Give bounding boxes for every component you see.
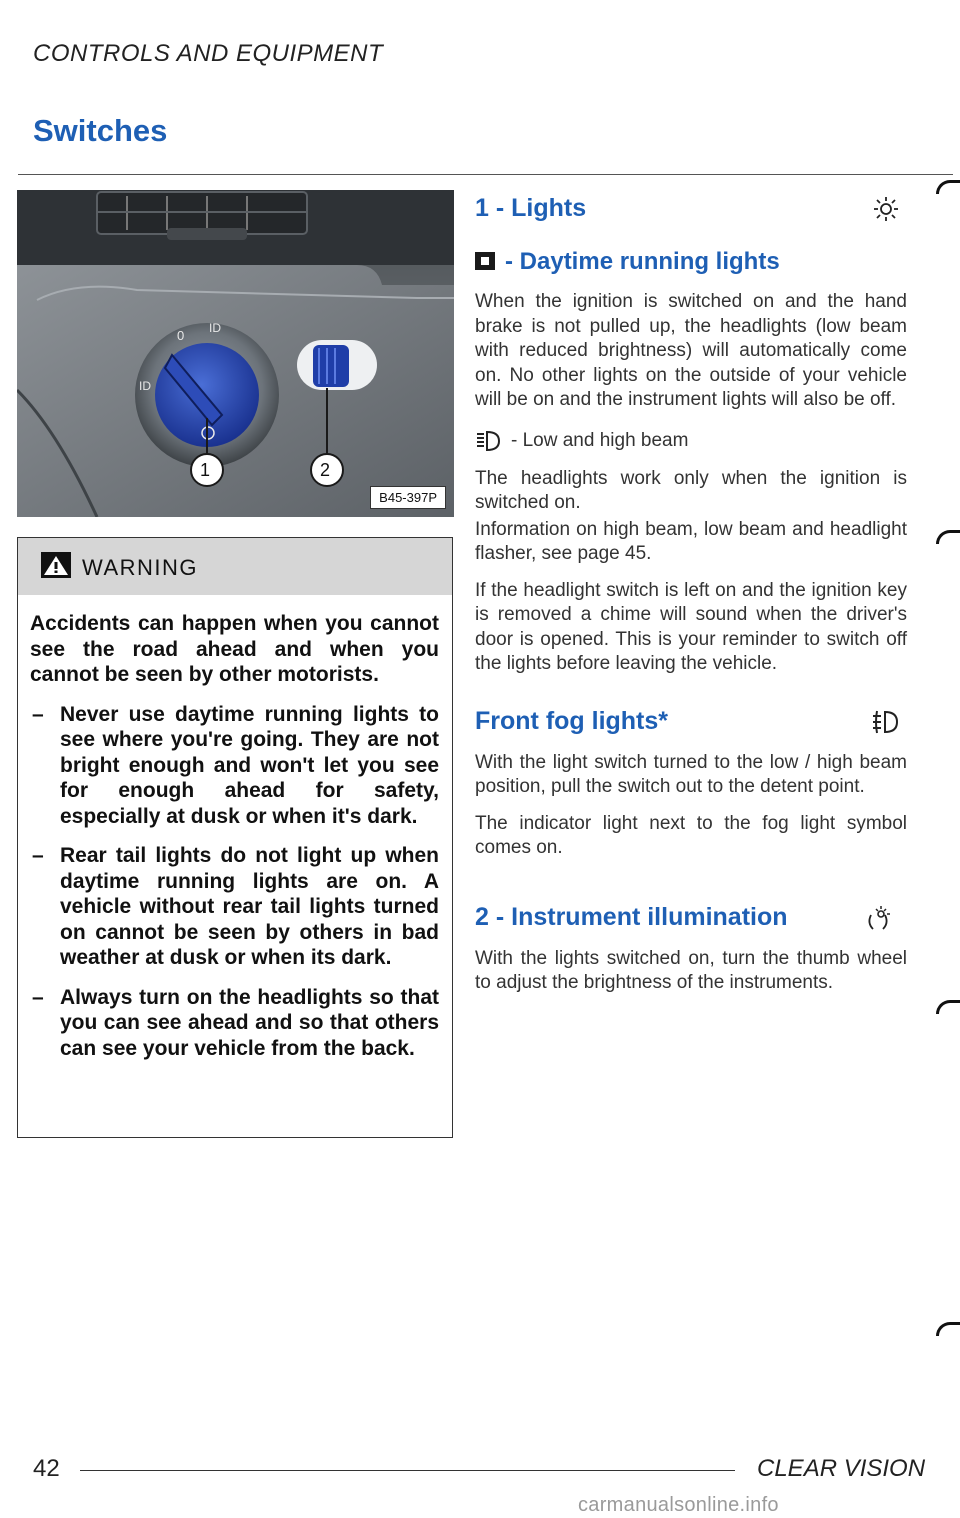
svg-text:ID: ID bbox=[139, 379, 151, 393]
footer-divider bbox=[80, 1470, 735, 1471]
footer-brand: CLEAR VISION bbox=[757, 1455, 926, 1482]
fog-heading bbox=[475, 707, 907, 741]
warning-item: – Never use daytime running lights to see where you're going. They are not bright enough and won't let you see for enough ahead for safety, especially at dusk or when it's dark. bbox=[30, 702, 439, 830]
fog-text-1: With the light switch turned to the low / high beam position, pull the switch out to the detent point. bbox=[475, 751, 907, 797]
instrument-heading bbox=[475, 903, 907, 937]
beam-text-1: The headlights work only when the ignition is switched on. bbox=[475, 467, 907, 513]
instrument-illumination-icon bbox=[863, 905, 893, 940]
warning-item: – Always turn on the headlights so that you can see ahead and so that others can see your vehicle from the back. bbox=[30, 985, 439, 1062]
callout-1: 1 bbox=[200, 460, 211, 480]
low-high-beam-icon bbox=[475, 429, 501, 453]
instrument-heading-text: 2 - Instrument illumination bbox=[475, 902, 788, 931]
warning-header bbox=[18, 538, 452, 595]
crop-mark bbox=[936, 180, 960, 194]
svg-text:0: 0 bbox=[177, 328, 185, 343]
dashboard-illustration bbox=[17, 190, 454, 517]
page-title: Switches bbox=[33, 113, 168, 148]
drl-text: When the ignition is switched on and the hand brake is not pulled up, the headlights (low beam with reduced brightness) will automatically come on. No other lights on the outside of your vehicle will be on and the instrument lights will also be off. bbox=[475, 291, 907, 410]
lights-heading-text: 1 - Lights bbox=[475, 194, 587, 222]
warning-item: – Rear tail lights do not light up when daytime running lights are on. A vehicle without rear tail lights turned on cannot be seen by others in bad weather at dusk or when its dark. bbox=[30, 843, 439, 971]
beam-text-2: Information on high beam, low beam and headlight flasher, see page 45. bbox=[475, 518, 907, 564]
beam-text-3: If the headlight switch is left on and the ignition key is removed a chime will sound when the driver's door is opened. This is your reminder to switch off the lights before leaving the vehicle. bbox=[475, 579, 907, 674]
warning-box bbox=[17, 537, 453, 1138]
fog-light-icon bbox=[869, 709, 901, 742]
svg-text:ID: ID bbox=[209, 321, 221, 335]
lights-heading bbox=[475, 194, 907, 228]
drl-box-icon bbox=[475, 252, 495, 270]
right-column bbox=[475, 190, 907, 1008]
crop-mark bbox=[936, 530, 960, 544]
warning-title: WARNING bbox=[82, 555, 199, 580]
light-switch-figure bbox=[17, 190, 454, 517]
callout-2: 2 bbox=[320, 460, 331, 480]
warning-triangle-icon bbox=[41, 552, 71, 583]
fog-text-2: The indicator light next to the fog light symbol comes on. bbox=[475, 812, 907, 858]
crop-mark bbox=[936, 1000, 960, 1014]
beam-label: - Low and high beam bbox=[511, 429, 689, 451]
section-header: CONTROLS AND EQUIPMENT bbox=[33, 40, 384, 67]
warning-list bbox=[30, 702, 439, 1062]
crop-mark bbox=[936, 1322, 960, 1336]
title-divider bbox=[18, 174, 953, 175]
light-symbol-icon bbox=[871, 196, 901, 229]
fog-heading-text: Front fog lights* bbox=[475, 706, 669, 735]
watermark: carmanualsonline.info bbox=[578, 1494, 779, 1516]
figure-code: B45-397P bbox=[370, 486, 446, 509]
drl-heading bbox=[475, 248, 907, 276]
drl-heading-text: - Daytime running lights bbox=[505, 248, 780, 275]
beam-line bbox=[475, 429, 907, 453]
instrument-text: With the lights switched on, turn the thumb wheel to adjust the brightness of the instruments. bbox=[475, 947, 907, 993]
page-number: 42 bbox=[33, 1455, 60, 1482]
warning-intro: Accidents can happen when you cannot see the road ahead and when you cannot be seen by other motorists. bbox=[30, 612, 439, 686]
warning-body bbox=[18, 595, 452, 1061]
